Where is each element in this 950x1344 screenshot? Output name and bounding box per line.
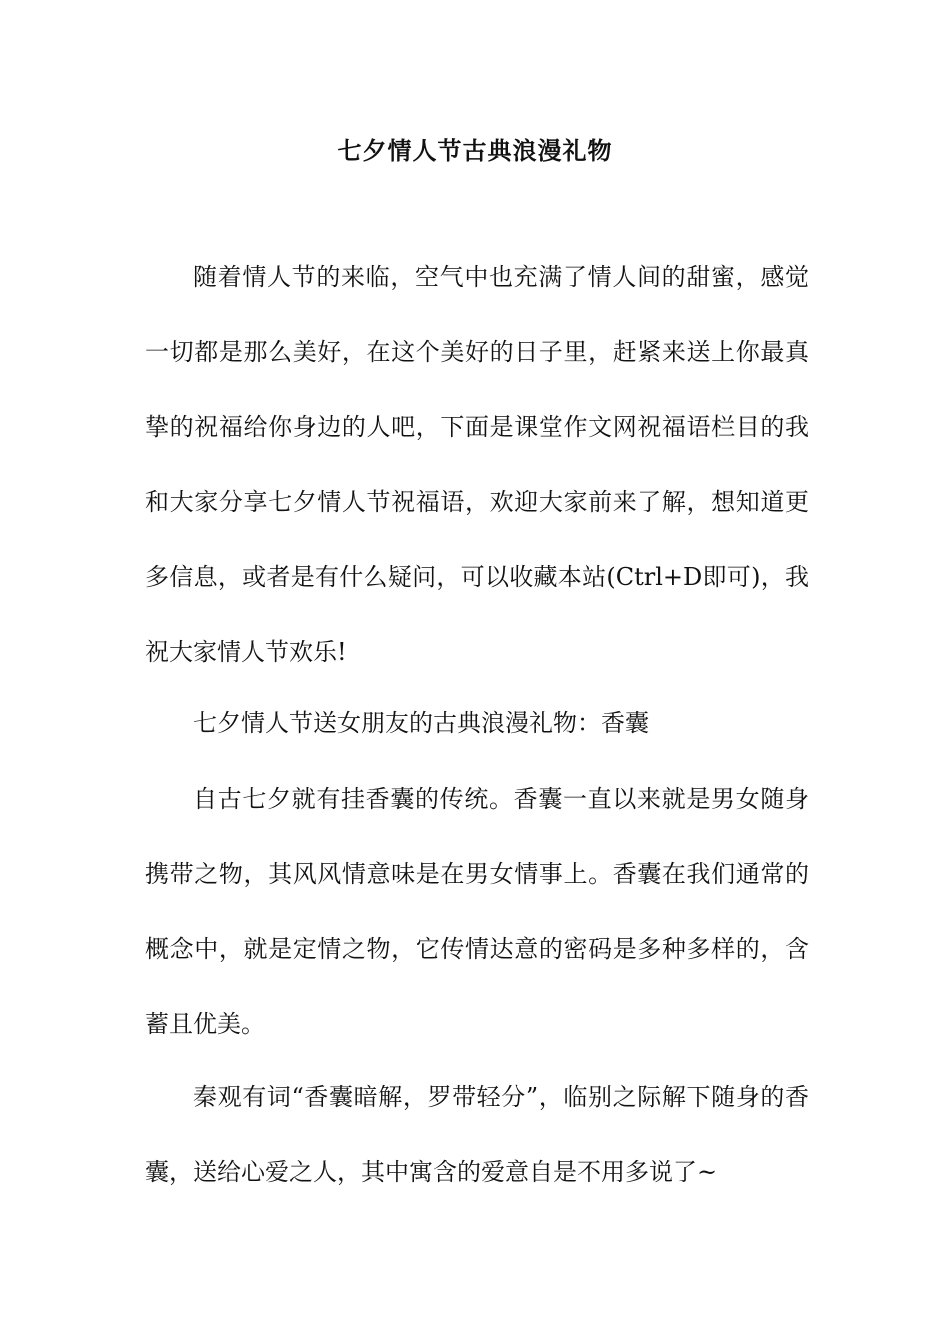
paragraph-sachet-tradition: 自古七夕就有挂香囊的传统。香囊一直以来就是男女随身携带之物，其风风情意味是在男女情事上。香囊在我们通常的概念中，就是定情之物，它传情达意的密码是多种多样的，含蓄且优美。 (145, 785, 809, 1038)
paragraph-subheading: 七夕情人节送女朋友的古典浪漫礼物：香囊 (193, 709, 649, 737)
paragraph-intro: 随着情人节的来临，空气中也充满了情人间的甜蜜，感觉一切都是那么美好，在这个美好的日子里，赶紧来送上你最真挚的祝福给你身边的人吧，下面是课堂作文网祝福语栏目的我和大家分享七夕情人节祝福语，欢迎大家前来了解，想知道更多信息，或者是有什么疑问，可以收藏本站(Ctrl+D即可)，我祝大家情人节欢乐! (145, 263, 809, 666)
paragraph-qin-guan-poem: 秦观有词“香囊暗解，罗带轻分”，临别之际解下随身的香囊，送给心爱之人，其中寓含的爱意自是不用多说了~ (145, 1083, 809, 1186)
document-title: 七夕情人节古典浪漫礼物 (337, 136, 613, 165)
